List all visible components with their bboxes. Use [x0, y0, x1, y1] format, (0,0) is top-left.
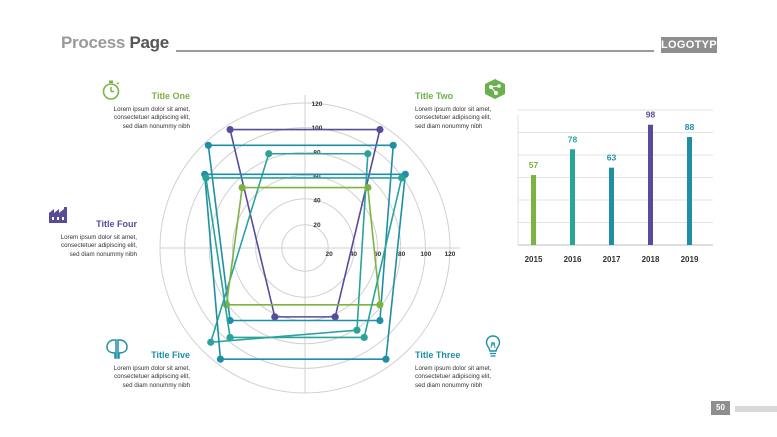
series-2-point: [390, 142, 397, 149]
radar-tick-vertical: 120: [311, 101, 323, 108]
series-1-point: [271, 313, 278, 320]
block-title-four-heading: Title Four: [96, 219, 137, 229]
block-title-three-body: Lorem ipsum dolor sit amet, consectetuer adipiscing elit, sed diam nonummy nibh: [415, 365, 492, 389]
block-title-five-heading: Title Five: [151, 350, 190, 360]
footer-bar: [735, 406, 777, 412]
radar-tick-vertical: 40: [313, 197, 321, 205]
page-number: 50: [711, 401, 730, 415]
block-title-four-body: Lorem ipsum dolor sit amet, consectetuer adipiscing elit, sed diam nonummy nibh: [60, 234, 137, 258]
radar-tick-horizontal: 120: [444, 251, 456, 258]
radar-tick-vertical: 80: [313, 149, 321, 157]
radar-tick-vertical: 20: [313, 221, 321, 229]
block-title-two-heading: Title Two: [415, 91, 454, 101]
radar-grid: [160, 95, 460, 393]
radar-ticks: [312, 101, 456, 258]
series-1-point: [226, 126, 233, 133]
series-4-point: [382, 356, 389, 363]
series-5-shape: [226, 188, 379, 305]
series-6-point: [361, 334, 368, 341]
bar-category-label: 2017: [602, 255, 621, 264]
series-3-point: [207, 339, 214, 346]
radar-tick-horizontal: 80: [398, 251, 406, 258]
series-4-point: [217, 356, 224, 363]
block-title-two-body: Lorem ipsum dolor sit amet, consectetuer adipiscing elit, sed diam nonummy nibh: [415, 106, 492, 130]
radar-tick-horizontal: 40: [349, 251, 357, 258]
series-6-point: [398, 174, 405, 181]
bar-value-label: 98: [645, 109, 656, 120]
series-5-point: [376, 301, 383, 308]
radar-tick-horizontal: 20: [325, 251, 333, 258]
radar-tick-horizontal: 60: [373, 251, 382, 258]
series-2-point: [376, 317, 383, 324]
bar-value-label: 63: [606, 152, 617, 163]
series-3-point: [364, 150, 371, 157]
radar-tick-vertical: 100: [311, 125, 323, 133]
bar-value-label: 88: [684, 122, 695, 132]
series-3-point: [265, 150, 272, 157]
block-title-five-body: Lorem ipsum dolor sit amet, consectetuer adipiscing elit, sed diam nonummy nibh: [113, 365, 190, 389]
logotype-badge: LOGOTYPE: [661, 39, 725, 51]
radar-tick-horizontal: 100: [420, 251, 432, 258]
series-6-point: [226, 334, 233, 341]
radar-tick-vertical: 60: [313, 173, 321, 181]
series-2-point: [205, 142, 212, 149]
series-5-point: [223, 301, 230, 308]
series-3-point: [353, 327, 360, 334]
bar-value-label: 78: [567, 134, 578, 145]
bar-category-label: 2015: [524, 255, 543, 264]
bar-value-label: 57: [528, 160, 539, 171]
series-1-point: [376, 126, 383, 133]
series-1-point: [332, 313, 339, 320]
series-5-point: [364, 184, 371, 191]
block-title-one-heading: Title One: [151, 91, 190, 101]
block-title-one-body: Lorem ipsum dolor sit amet, consectetuer adipiscing elit, sed diam nonummy nibh: [113, 106, 190, 130]
series-5-point: [239, 184, 246, 191]
bar-category-label: 2019: [680, 255, 699, 264]
bar-category-label: 2016: [563, 255, 582, 264]
bar-category-label: 2018: [641, 255, 660, 264]
series-6-point: [202, 174, 209, 181]
block-title-three-heading: Title Three: [415, 350, 461, 360]
page-title: Process Page: [61, 33, 169, 52]
